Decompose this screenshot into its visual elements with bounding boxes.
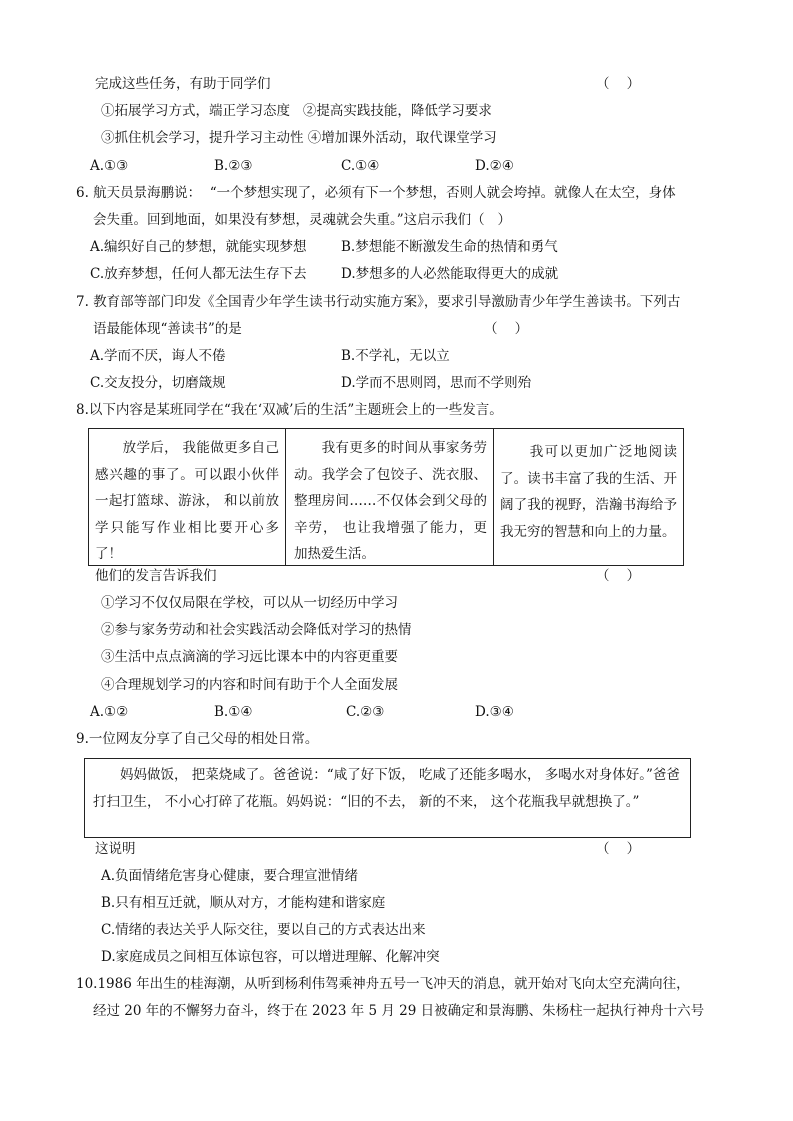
q9-option-d: D.家庭成员之间相互体谅包容，可以增进理解、化解冲突 [101, 949, 440, 965]
q8-item-4: ④合理规划学习的内容和时间有助于个人全面发展 [101, 677, 398, 693]
q8-statement-2: 我有更多的时间从事家务劳动。我学会了包饺子、洗衣服、整理房间……不仅体会到父母的辛劳， 也让我增强了能力，更加热爱生活。 [286, 429, 494, 565]
q5-answer-paren: （ ） [596, 76, 641, 92]
q9-ask: 这说明 [95, 841, 136, 857]
q6-option-c: C.放弃梦想，任何人都无法生存下去 [90, 266, 307, 282]
q8-statements-table [88, 428, 684, 566]
q5-statements-2: ③抓住机会学习，提升学习主动性 ④增加课外活动，取代课堂学习 [101, 130, 497, 146]
q8-stem: 8.以下内容是某班同学在“我在‘双减’后的生活”主题班会上的一些发言。 [76, 402, 503, 418]
q9-option-c: C.情绪的表达关乎人际交往，要以自己的方式表达出来 [101, 922, 426, 938]
q8-option-d: D.③④ [475, 704, 514, 720]
q10-stem-line-1: 10.1986 年出生的桂海潮，从听到杨利伟驾乘神舟五号一飞冲天的消息，就开始对飞向太空充满向往， [76, 976, 690, 992]
q8-option-b: B.①④ [214, 704, 253, 720]
q5-option-d: D.②④ [475, 158, 514, 174]
q8-option-a: A.①② [90, 704, 129, 720]
q5-option-c: C.①④ [341, 158, 380, 174]
q8-statement-3: 我可以更加广泛地阅读了。读书丰富了我的生活、开阔了我的视野，浩瀚书海给予我无穷的智慧和向上的力量。 [500, 444, 677, 540]
q5-option-b: B.②③ [214, 158, 253, 174]
q5-statements-1: ①拓展学习方式，端正学习态度 ②提高实践技能，降低学习要求 [101, 103, 492, 119]
q8-statement-1: 放学后， 我能做更多自己感兴趣的事了。可以跟小伙伴一起打篮球、游泳， 和以前放学只能写作业相比要开心多了！ [89, 429, 286, 565]
q8-item-3: ③生活中点点滴滴的学习远比课本中的内容更重要 [101, 649, 398, 665]
q8-option-c: C.②③ [346, 704, 385, 720]
q9-story-box: 妈妈做饭， 把菜烧咸了。爸爸说：“咸了好下饭， 吃咸了还能多喝水， 多喝水对身体好。”爸爸打扫卫生， 不小心打碎了花瓶。妈妈说：“旧的不去， 新的不来， 这个花瓶我早就想换了。” [84, 758, 691, 838]
q7-option-a: A.学而不厌，诲人不倦 [90, 348, 226, 364]
q6-option-d: D.梦想多的人必然能取得更大的成就 [341, 266, 559, 282]
q6-option-b: B.梦想能不断激发生命的热情和勇气 [341, 239, 558, 255]
q7-answer-paren: （ ） [484, 321, 529, 337]
q7-option-b: B.不学礼，无以立 [341, 348, 450, 364]
q8-ask: 他们的发言告诉我们 [95, 568, 217, 584]
q7-stem-line-1: 7. 教育部等部门印发《全国青少年学生读书行动实施方案》，要求引导激励青少年学生善读书。下列古 [76, 294, 681, 310]
q7-option-d: D.学而不思则罔，思而不学则殆 [341, 375, 532, 391]
q9-answer-paren: （ ） [596, 841, 641, 857]
q5-stem: 完成这些任务，有助于同学们 [95, 76, 271, 92]
q8-item-1: ①学习不仅仅局限在学校，可以从一切经历中学习 [101, 595, 398, 611]
q6-stem-line-2: 会失重。回到地面，如果没有梦想，灵魂就会失重。”这启示我们（ ） [93, 212, 512, 228]
q9-stem: 9.一位网友分享了自己父母的相处日常。 [76, 731, 319, 747]
q9-option-a: A.负面情绪危害身心健康，要合理宣泄情绪 [101, 868, 359, 884]
q6-stem-line-1: 6. 航天员景海鹏说： “一个梦想实现了，必须有下一个梦想，否则人就会垮掉。就像人在太空，身体 [76, 185, 676, 201]
q6-option-a: A.编织好自己的梦想，就能实现梦想 [90, 239, 307, 255]
q8-answer-paren: （ ） [596, 568, 641, 584]
q7-option-c: C.交友投分，切磨箴规 [90, 375, 226, 391]
q5-option-a: A.①③ [90, 158, 129, 174]
q8-item-2: ②参与家务劳动和社会实践活动会降低对学习的热情 [101, 622, 412, 638]
q10-stem-line-2: 经过 20 年的不懈努力奋斗，终于在 2023 年 5 月 29 日被确定和景海鹏、朱杨柱一起执行神舟十六号 [93, 1003, 705, 1019]
q9-option-b: B.只有相互迁就，顺从对方，才能构建和谐家庭 [101, 895, 386, 911]
q7-stem-line-2: 语最能体现“善读书”的是 [93, 321, 242, 337]
